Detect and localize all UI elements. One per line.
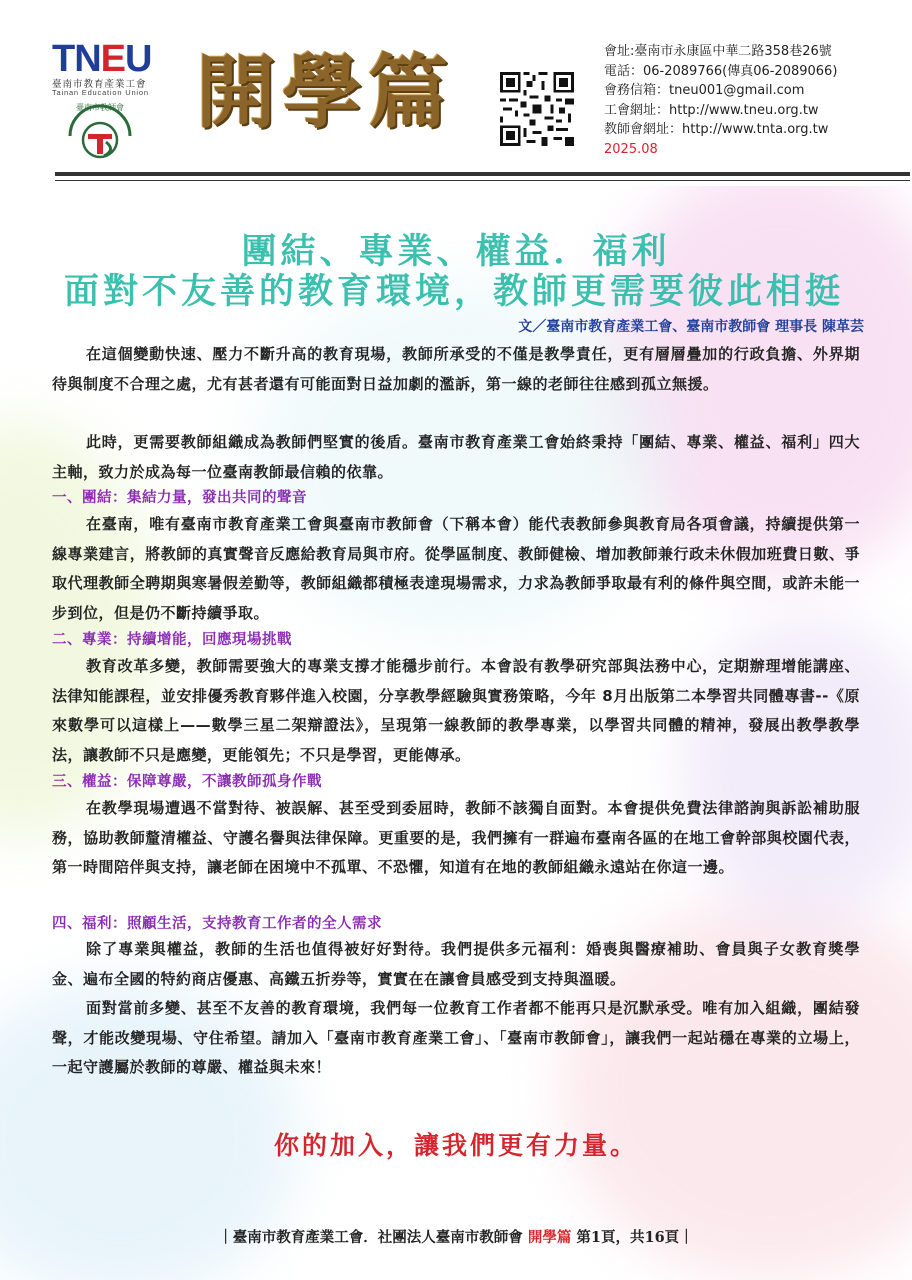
- tneu-logo: [52, 40, 151, 78]
- header-divider-thick: [55, 172, 910, 176]
- tnta-logo-lettering: 臺南市教師會: [76, 103, 124, 112]
- intro-paragraph-1: 在這個變動快速、壓力不斷升高的教育現場，教師所承受的不僅是教學責任，更有層層疊加的行政負擔、外界期待與制度不合理之處，尤有甚者還有可能面對日益加劇的濫訴，第一線的老師往往感到孤立無援。: [52, 345, 860, 393]
- issue-date: 2025.08: [604, 141, 658, 157]
- outro-paragraph: 面對當前多變、甚至不友善的教育環境，我們每一位教育工作者都不能再只是沉默承受。唯有加入組織，團結發聲，才能改變現場、守住希望。請加入「臺南市教育產業工會」、「臺南市教師會」，讓我們一起站穩在專業的立場上，一起守護屬於教師的尊嚴、權益與未來！: [52, 999, 860, 1076]
- contact-tneu-url[interactable]: 工會網址：http://www.tneu.org.tw: [604, 102, 819, 118]
- footer-right: 第1頁，共16頁｜: [571, 1229, 694, 1246]
- headline-main: 團結、專業、權益．福利: [241, 232, 671, 272]
- article-byline: 文／臺南市教育產業工會、臺南市教師會 理事長 陳革芸: [518, 319, 864, 335]
- header-divider-thin: [55, 180, 910, 181]
- contact-email[interactable]: 會務信箱：tneu001@gmail.com: [604, 83, 805, 98]
- section-body-welfare: 除了專業與權益，教師的生活也值得被好好對待。我們提供多元福利：婚喪與醫療補助、會員與子女教育獎學金、遍布全國的特約商店優惠、高鐵五折券等，實實在在讓會員感受到支持與溫暖。: [52, 940, 860, 988]
- section-heading-rights: 三、權益：保障尊嚴，不讓教師孤身作戰: [52, 774, 322, 790]
- section-heading-professional: 二、專業：持續增能，回應現場挑戰: [52, 632, 292, 648]
- page-header: [0, 0, 912, 186]
- headline-sub: 面對不友善的教育環境，教師更需要彼此相挺: [63, 272, 844, 312]
- section-body-unity: 在臺南，唯有臺南市教育產業工會與臺南市教師會（下稱本會）能代表教師參與教育局各項會議，持續提供第一線專業建言，將教師的真實聲音反應給教育局與市府。從學區制度、教師健檢、增加教師兼行政未休假加班費日數、爭取代理教師全聘期與寒暑假差勤等，教師組織都積極表達現場需求，力求為教師爭取最有利的條件與空間，或許未能一步到位，但是仍不斷持續爭取。: [52, 515, 860, 622]
- contact-tnta-url[interactable]: 教師會網址：http://www.tnta.org.tw: [604, 122, 829, 137]
- tneu-logo-en: Tainan Education Union: [52, 88, 149, 97]
- footer-title: 開學篇: [527, 1229, 572, 1246]
- tnta-logo-icon: [60, 98, 140, 160]
- contact-phone: 電話：06-2089766(傳真06-2089066): [604, 63, 838, 79]
- contact-address: 會址:臺南市永康區中華二路358巷26號: [604, 44, 832, 59]
- qr-code-icon: [500, 72, 574, 146]
- section-body-professional: 教育改革多變，教師需要強大的專業支撐才能穩步前行。本會設有教學研究部與法務中心，定期辦理增能講座、法律知能課程，並安排優秀教育夥伴進入校園，分享教學經驗與實務策略，今年 8月出版第二本學習共同體專書--《原來數學可以這樣上——數學三星二架辯證法》，呈現第一線教師的教學專業，以學習共同體的精神，發展出教學教學法，讓教師不只是應變，更能領先；不只是學習，更能傳承。: [52, 657, 860, 764]
- section-heading-unity: 一、團結：集結力量，發出共同的聲音: [52, 490, 307, 506]
- closing-slogan: 你的加入，讓我們更有力量。: [273, 1131, 638, 1160]
- contact-info: [604, 42, 837, 159]
- intro-paragraph-2: 此時，更需要教師組織成為教師們堅實的後盾。臺南市教育產業工會始終秉持「團結、專業、權益、福利」四大主軸，致力於成為每一位臺南教師最信賴的依靠。: [52, 433, 860, 481]
- issue-title: 開學篇: [196, 45, 454, 139]
- page-footer: [0, 1226, 912, 1247]
- section-body-rights: 在教學現場遭遇不當對待、被誤解、甚至受到委屈時，教師不該獨自面對。本會提供免費法律諮詢與訴訟補助服務，協助教師釐清權益、守護名譽與法律保障。更重要的是，我們擁有一群遍布臺南各區的在地工會幹部與校園代表，第一時間陪伴與支持，讓老師在困境中不孤單、不恐懼，知道有在地的教師組織永遠站在你這一邊。: [52, 799, 860, 876]
- footer-left: ｜臺南市教育產業工會．社團法人臺南市教師會: [218, 1229, 528, 1246]
- tneu-logo-zh: 臺南市教育產業工會: [52, 79, 147, 90]
- section-heading-welfare: 四、福利：照顧生活，支持教育工作者的全人需求: [52, 916, 382, 932]
- tneu-logo-text: TNEU: [52, 38, 152, 80]
